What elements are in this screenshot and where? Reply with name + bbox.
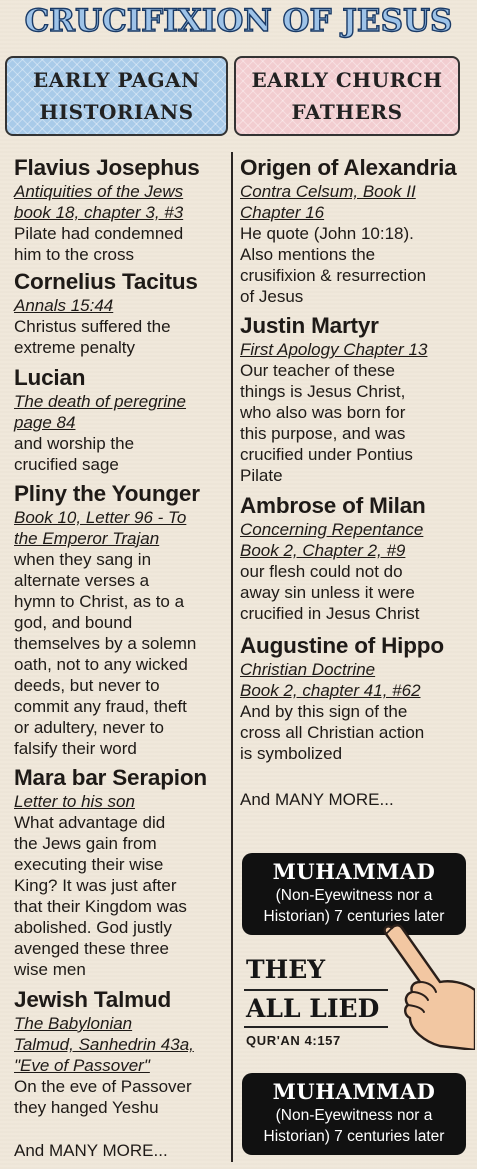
entry-source: Book 10, Letter 96 - To the Emperor Trajan bbox=[14, 508, 187, 548]
muhammad-box-title: MUHAMMAD bbox=[272, 859, 436, 884]
header-fathers-label: EARLY CHURCH FATHERS bbox=[251, 68, 443, 124]
entry-name: Ambrose of Milan bbox=[240, 493, 426, 518]
father-entry-ambrose bbox=[240, 493, 472, 624]
entry-name: Pliny the Younger bbox=[14, 481, 200, 506]
father-entry-origen bbox=[240, 155, 472, 307]
entry-quote: What advantage did the Jews gain from executing their wise King? It was just after that their Kingdom was abolished. God justly avenged these three wise men bbox=[14, 813, 187, 979]
they-label: THEY bbox=[246, 955, 326, 984]
page-title: CRUCIFIXION OF JESUS bbox=[24, 3, 453, 39]
entry-source: The Babylonian Talmud, Sanhedrin 43a, "Eve of Passover" bbox=[14, 1014, 194, 1075]
muhammad-box-subtitle: (Non-Eyewitness nor a Historian) 7 centuries later bbox=[263, 887, 445, 925]
entry-quote: Our teacher of these things is Jesus Christ, who also was born for this purpose, and was crucified under Pontius Pilate bbox=[240, 361, 413, 485]
header-pagan-historians bbox=[5, 56, 228, 136]
pagan-entry-tacitus bbox=[14, 269, 228, 358]
header-pagan-label: EARLY PAGAN HISTORIANS bbox=[33, 68, 200, 124]
pagan-entry-lucian bbox=[14, 365, 228, 475]
entry-quote: our flesh could not do away sin unless it were crucified in Jesus Christ bbox=[240, 562, 420, 623]
pagan-entry-pliny bbox=[14, 481, 228, 759]
entry-source: Letter to his son bbox=[14, 792, 135, 811]
entry-quote: Pilate had condemned him to the cross bbox=[14, 224, 184, 264]
entry-source: The death of peregrine page 84 bbox=[14, 392, 187, 432]
entry-quote: He quote (John 10:18). Also mentions the crusifixion & resurrection of Jesus bbox=[240, 224, 427, 306]
entry-source: Antiquities of the Jews book 18, chapter 3, #3 bbox=[14, 182, 184, 222]
all-lied-underline bbox=[244, 1026, 388, 1028]
entry-name: Augustine of Hippo bbox=[240, 633, 444, 658]
entry-source: Concerning Repentance Book 2, Chapter 2, #9 bbox=[240, 520, 424, 560]
entry-name: Cornelius Tacitus bbox=[14, 269, 198, 294]
father-entry-justin bbox=[240, 313, 472, 486]
entry-quote: Christus suffered the extreme penalty bbox=[14, 317, 171, 357]
entry-source: Contra Celsum, Book II Chapter 16 bbox=[240, 182, 416, 222]
entry-name: Origen of Alexandria bbox=[240, 155, 457, 180]
entry-quote: And by this sign of the cross all Christian action is symbolized bbox=[240, 702, 425, 763]
quran-reference: QUR'AN 4:157 bbox=[246, 1033, 341, 1048]
entry-source: Christian Doctrine Book 2, chapter 41, #62 bbox=[240, 660, 421, 700]
entry-source: Annals 15:44 bbox=[14, 296, 114, 315]
pagan-entry-talmud bbox=[14, 987, 228, 1118]
column-divider bbox=[231, 152, 233, 1162]
entry-name: Lucian bbox=[14, 365, 86, 390]
muhammad-box-title: MUHAMMAD bbox=[272, 1079, 436, 1104]
entry-source: First Apology Chapter 13 bbox=[240, 340, 428, 359]
all-lied-label: ALL LIED bbox=[246, 994, 380, 1023]
entry-name: Jewish Talmud bbox=[14, 987, 172, 1012]
fathers-and-many-more: And MANY MORE... bbox=[240, 790, 394, 809]
pagan-entry-mara bbox=[14, 765, 228, 980]
entry-quote: and worship the crucified sage bbox=[14, 434, 135, 474]
pointing-hand-icon bbox=[380, 920, 475, 1050]
muhammad-box-subtitle: (Non-Eyewitness nor a Historian) 7 centuries later bbox=[263, 1107, 445, 1145]
pagan-and-many-more: And MANY MORE... bbox=[14, 1141, 168, 1160]
entry-name: Flavius Josephus bbox=[14, 155, 200, 180]
father-entry-augustine bbox=[240, 633, 472, 764]
entry-quote: On the eve of Passover they hanged Yeshu bbox=[14, 1077, 192, 1117]
entry-name: Mara bar Serapion bbox=[14, 765, 207, 790]
entry-quote: when they sang in alternate verses a hymn to Christ, as to a god, and bound themselves by a solemn oath, not to any wicked deeds, but never to commit any fraud, theft or adultery, never to falsify their word bbox=[14, 550, 197, 758]
pagan-entry-josephus bbox=[14, 155, 228, 265]
header-church-fathers bbox=[234, 56, 460, 136]
entry-name: Justin Martyr bbox=[240, 313, 379, 338]
muhammad-box-bottom bbox=[242, 1073, 466, 1155]
